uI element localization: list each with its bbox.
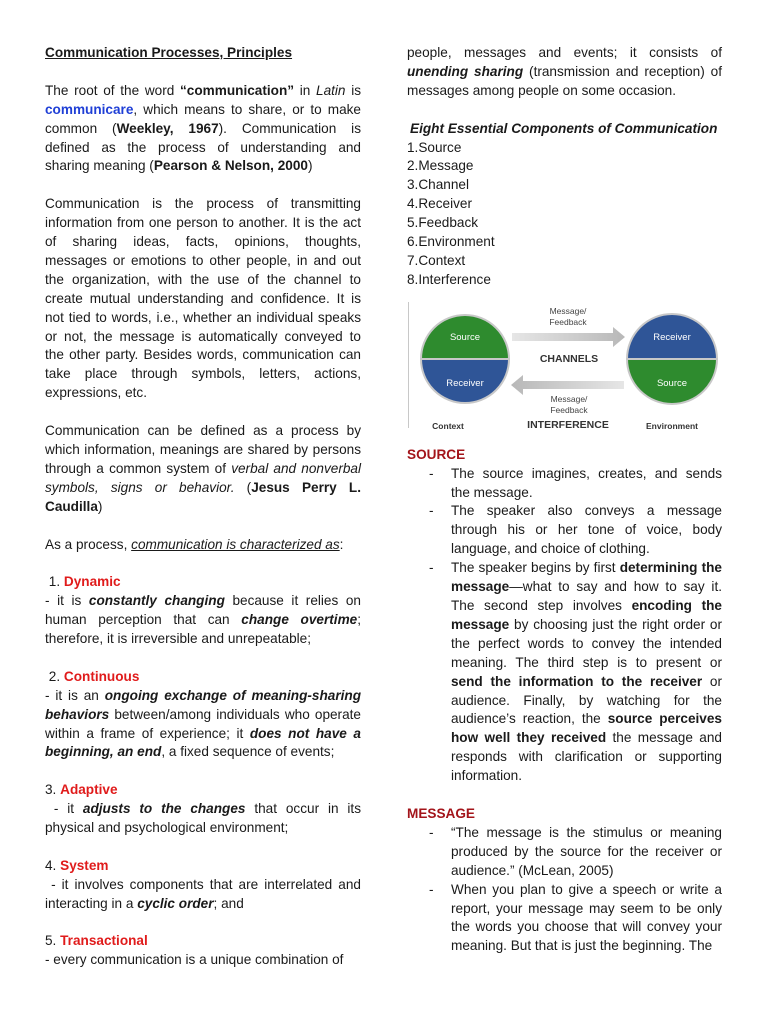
term-communicare: communicare <box>45 101 134 117</box>
text: , a fixed sequence of events; <box>161 744 335 760</box>
left-circle-bottom-label: Receiver <box>446 377 484 389</box>
right-column <box>407 44 722 956</box>
number: 4. <box>45 857 61 873</box>
text: or audience. Finally, by watching for the audience’s reaction, the <box>451 673 723 727</box>
text: ; therefore, it is irreversible and unrepeatable; <box>45 612 361 647</box>
source-list <box>407 465 722 786</box>
right-circle <box>627 314 717 404</box>
text: The speaker begins by first <box>451 560 620 576</box>
text: ) <box>97 498 103 514</box>
text: people, messages and events; it consists of <box>407 45 722 60</box>
text: between/among individuals who operate within a frame of experience; it <box>45 706 361 741</box>
characteristic-adaptive-heading <box>45 781 361 800</box>
component-item: 6.Environment <box>407 234 495 250</box>
paragraph-continuation <box>407 44 722 101</box>
text-emphasis: does not have a beginning, an end <box>45 725 361 760</box>
components-title: Eight Essential Components of Communication <box>410 120 718 136</box>
characteristic-dynamic-text <box>45 592 361 649</box>
text-italic: Latin <box>316 82 346 98</box>
text: ; and <box>213 895 244 911</box>
text-emphasis: ongoing exchange of meaning-sharing behaviors <box>45 687 361 722</box>
interference-label: INTERFERENCE <box>527 418 609 431</box>
characteristic-name: Adaptive <box>60 782 118 798</box>
context-label: Context <box>432 420 464 431</box>
text: the message and responds with clarification or supporting information. <box>451 730 722 784</box>
characteristic-name: Transactional <box>60 933 148 949</box>
text: —what to say and how to say it. The second step involves <box>451 579 722 614</box>
message-heading: MESSAGE <box>407 805 475 821</box>
text: The root of the word <box>45 82 180 98</box>
components-list <box>407 139 722 290</box>
text: by choosing just the right order or the perfect words to convey the intended meaning. The third step is to present or <box>451 616 722 670</box>
list-item: - “The message is the stimulus or meaning produced by the source for the receiver or audience.” (McLean, 2005) <box>451 824 722 881</box>
text-underlined: communication is characterized as <box>131 536 340 552</box>
channels-label: CHANNELS <box>539 352 599 365</box>
number: 3. <box>45 782 61 798</box>
left-column <box>45 44 365 970</box>
text-emphasis: change overtime <box>241 612 358 628</box>
bottom-arrow-label-2: Feedback <box>550 404 588 415</box>
top-arrow-label-1: Message/ <box>549 305 587 316</box>
environment-label: Environment <box>646 420 698 431</box>
component-item: 4.Receiver <box>407 196 472 212</box>
text: because it relies on human perception that can <box>45 593 361 628</box>
text: that occur in its physical and psychological environment; <box>45 801 361 836</box>
citation-pearson-nelson: Pearson & Nelson, 2000 <box>153 158 308 174</box>
bottom-arrow-label-1: Message/ <box>550 393 588 404</box>
text: in <box>294 82 317 98</box>
number: 2. <box>45 668 64 684</box>
left-circle-top-label: Source <box>449 331 481 343</box>
text-emphasis: cyclic order <box>137 895 214 911</box>
document-title: Communication Processes, Principles <box>45 45 293 60</box>
text-bold: encoding the message <box>451 598 722 632</box>
list-item: - The speaker also conveys a message through his or her tone of voice, body language, and choice of clothing. <box>451 502 722 559</box>
text-bold: “communication” <box>180 82 295 98</box>
text-bold: determining the message <box>451 560 722 595</box>
characteristic-name: Dynamic <box>63 574 121 590</box>
text-emphasis: adjusts to the changes <box>82 801 246 817</box>
characteristic-adaptive-text <box>45 800 361 838</box>
characteristic-name: System <box>60 857 109 873</box>
text: ( <box>234 479 252 495</box>
text-emphasis: constantly changing <box>88 593 225 609</box>
paragraph-definition: Communication is the process of transmitting information from one person to another. It is the act of sharing ideas, facts, opinions, thoughts, messages or emotions to other people, in and out the organization, with the use of the channel to create mutual understanding and confidence. It is not tied to words, i.e., whether an individual speaks or not, the message is automatically conveyed to the other party. Besides words, communication can take place through symbols, letters, actions, expressions, etc. <box>45 196 361 401</box>
text: is <box>345 82 362 98</box>
text-bold: source perceives how well they received <box>451 711 722 746</box>
text: (transmission and reception) of messages among people on some occasion. <box>407 63 722 98</box>
text-bold: send the information to the receiver <box>451 673 703 689</box>
component-item: 8.Interference <box>407 271 491 287</box>
right-circle-bottom-label: Source <box>656 377 688 389</box>
left-circle <box>421 315 509 403</box>
component-item: 1.Source <box>407 139 462 155</box>
text: - it involves components that are interrelated and interacting in a <box>45 876 365 911</box>
text: : <box>339 536 344 552</box>
right-circle-top-label: Receiver <box>653 331 691 343</box>
number: 1. <box>45 574 64 590</box>
characteristic-system-heading <box>45 857 361 876</box>
citation-weekley: Weekley, 1967 <box>116 120 219 136</box>
text: Communication can be defined as a process by which information, meanings are shared by persons through a common system of <box>45 423 361 476</box>
top-arrow-label-2: Feedback <box>549 316 587 327</box>
text: ) <box>307 158 313 174</box>
characteristic-system-text <box>45 876 365 914</box>
number: 5. <box>45 933 61 949</box>
component-item: 7.Context <box>407 252 466 268</box>
characteristic-continuous-text <box>45 687 361 763</box>
component-item: 3.Channel <box>407 177 469 193</box>
citation-caudilla: Jesus Perry L. Caudilla <box>45 479 361 514</box>
text: - it <box>45 801 83 817</box>
paragraph-root-word <box>45 82 361 177</box>
text: - it is an <box>45 687 105 703</box>
text: - it is <box>45 593 89 609</box>
characteristic-name: Continuous <box>63 668 140 684</box>
characteristic-continuous-heading <box>45 668 361 687</box>
list-item: - When you plan to give a speech or write a report, your message may seem to be only the words you choose that will convey your meaning. But that is just the beginning. The <box>451 881 722 957</box>
list-item: - The source imagines, creates, and sends the message. <box>451 465 722 503</box>
component-item: 5.Feedback <box>407 215 479 231</box>
characteristic-transactional-heading <box>45 932 361 951</box>
source-heading: SOURCE <box>407 446 466 462</box>
list-item <box>451 559 722 786</box>
text-emphasis: unending sharing <box>407 63 524 79</box>
characteristic-transactional-text: - every communication is a unique combination of <box>45 952 344 968</box>
characteristic-dynamic-heading <box>45 573 361 592</box>
text-italic: verbal and nonverbal symbols, signs or behavior. <box>45 460 361 495</box>
communication-model-diagram <box>408 302 726 434</box>
message-list <box>407 824 722 956</box>
text: ). Communication is defined as the process of understanding and sharing meaning ( <box>45 120 361 174</box>
component-item: 2.Message <box>407 158 474 174</box>
paragraph-characterized <box>45 536 361 555</box>
text: , which means to share, or to make common ( <box>45 101 361 136</box>
text: As a process, <box>45 536 132 552</box>
paragraph-process <box>45 422 361 517</box>
